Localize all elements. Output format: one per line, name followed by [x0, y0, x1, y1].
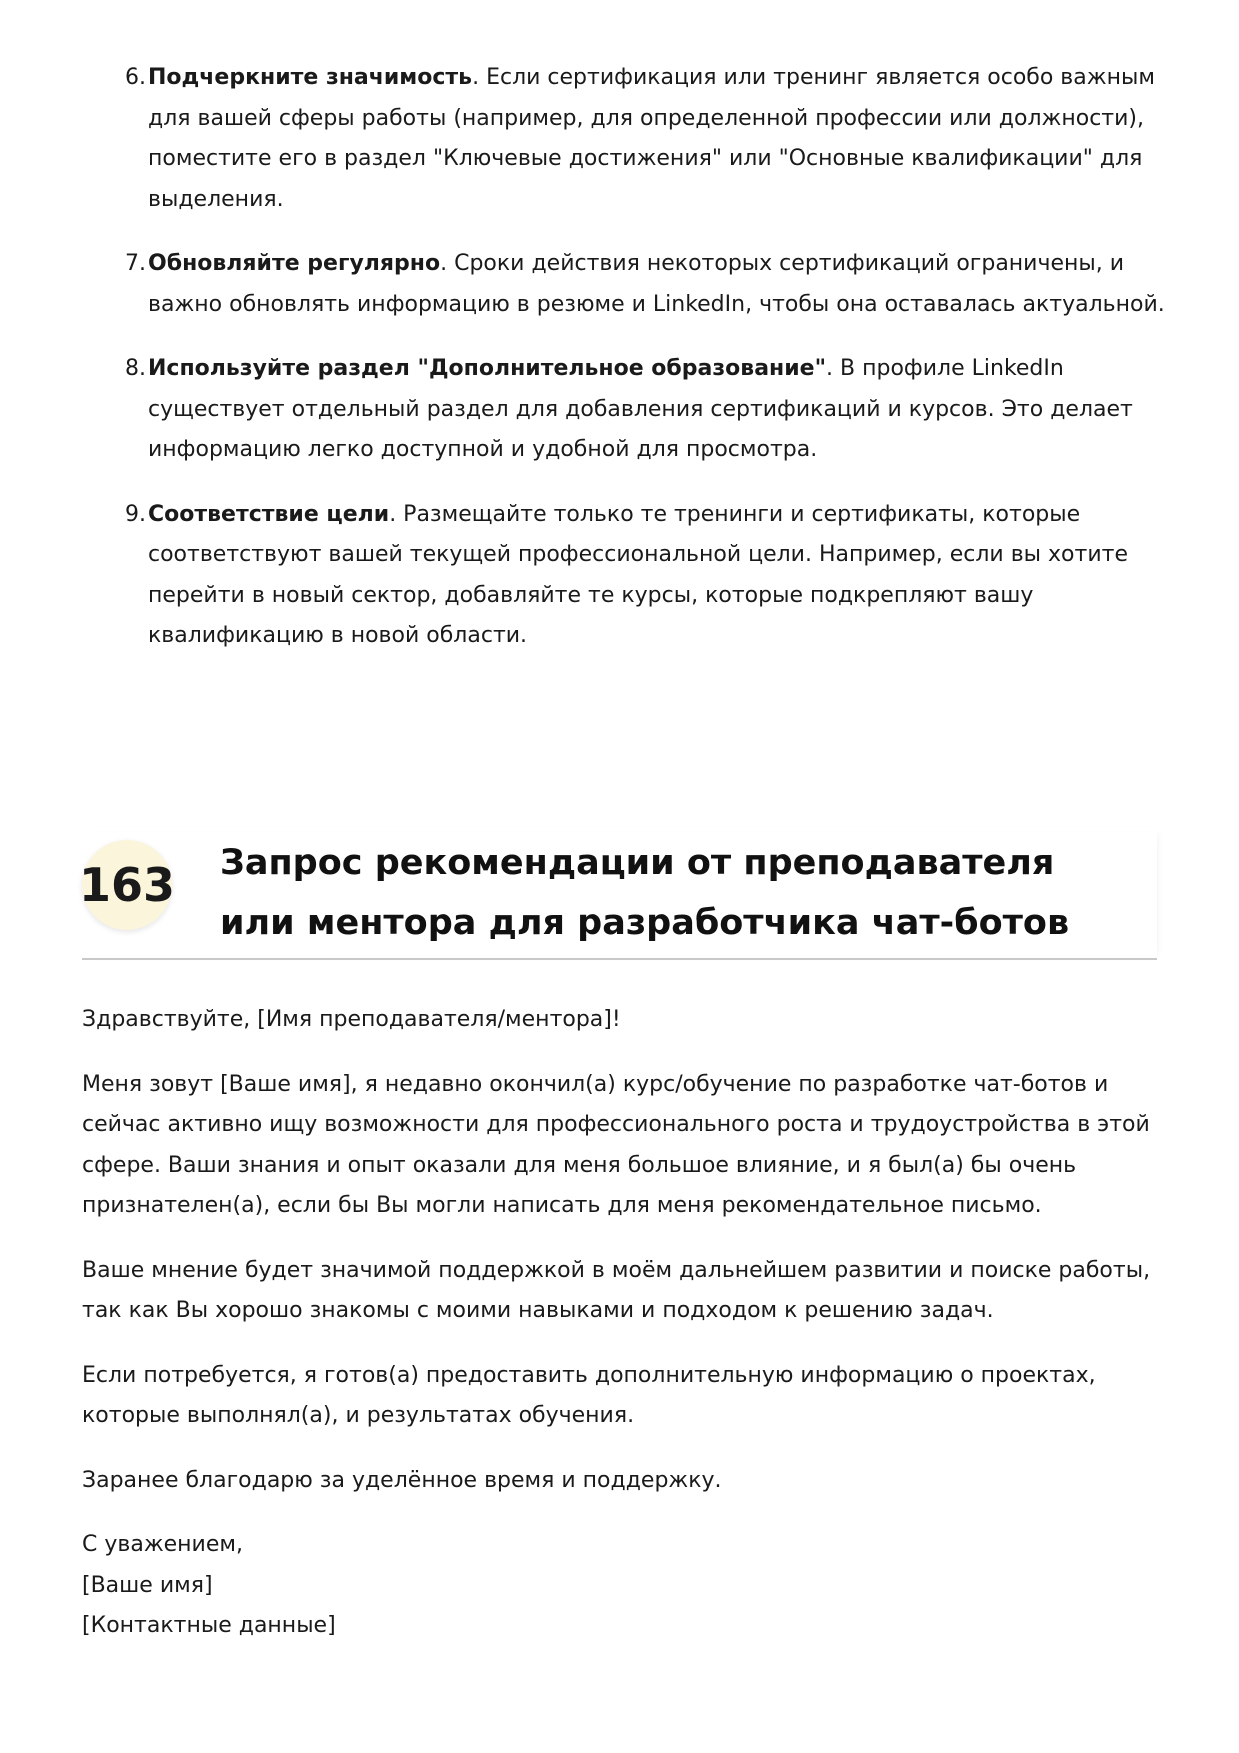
list-item-title: Подчеркните значимость: [148, 65, 473, 90]
letter-body: [82, 1000, 1157, 1647]
list-item-body: [148, 244, 1172, 325]
section-number-badge: 163: [82, 840, 172, 930]
list-item-title: Используйте раздел "Дополнительное образование": [148, 356, 827, 381]
letter-closing: С уважением,: [82, 1532, 243, 1557]
list-item-number: 7.: [125, 251, 146, 276]
list-item-number: 8.: [125, 356, 146, 381]
list-item-title: Обновляйте регулярно: [148, 251, 441, 276]
list-item-text: . Сроки действия некоторых сертификаций ограничены, и важно обновлять информацию в резюме и LinkedIn, чтобы она оставалась актуальной.: [148, 251, 1165, 317]
letter-greeting: Здравствуйте, [Имя преподавателя/ментора]!: [82, 1007, 621, 1032]
list-item-body: [148, 58, 1172, 220]
section-title: Запрос рекомендации от преподавателя или ментора для разработчика чат-ботов: [220, 843, 1070, 943]
list-item-title: Соответствие цели: [148, 501, 390, 527]
list-item: [112, 58, 1172, 220]
list-item-text: . Размещайте только те тренинги и сертификаты, которые соответствуют вашей текущей профессиональной цели. Например, если вы хотите перейти в новый сектор, добавляйте те курсы, которые подкрепляют вашу квалификацию в новой области.: [148, 501, 1128, 648]
letter-paragraph: Заранее благодарю за уделённое время и поддержку.: [82, 1467, 722, 1493]
list-item: [112, 349, 1172, 471]
letter-paragraph: Если потребуется, я готов(а) предоставить дополнительную информацию о проектах, которые выполнял(а), и результатах обучения.: [82, 1362, 1096, 1428]
letter-contact-placeholder: [Контактные данные]: [82, 1613, 336, 1638]
list-item-body: [148, 349, 1172, 471]
list-item: [112, 244, 1172, 325]
list-item-number: 6.: [125, 65, 146, 90]
list-item-body: [148, 495, 1172, 657]
tips-list: [112, 58, 1172, 681]
list-item-number: 9.: [125, 501, 146, 527]
list-item-text: . В профиле LinkedIn существует отдельный раздел для добавления сертификаций и курсов. Это делает информацию легко доступной и удобной для просмотра.: [148, 356, 1133, 462]
letter-name-placeholder: [Ваше имя]: [82, 1572, 213, 1598]
letter-paragraph: Ваше мнение будет значимой поддержкой в моём дальнейшем развитии и поиске работы, так как Вы хорошо знакомы с моими навыками и подходом к решению задач.: [82, 1257, 1151, 1323]
letter-signoff: [82, 1525, 1157, 1647]
section-header: [78, 828, 1157, 960]
list-item-text: . Если сертификация или тренинг является особо важным для вашей сферы работы (например, для определенной профессии или должности), поместите его в раздел "Ключевые достижения" или "Основные квалификации" для выделения.: [148, 65, 1155, 212]
letter-paragraph: Меня зовут [Ваше имя], я недавно окончил(а) курс/обучение по разработке чат-ботов и сейчас активно ищу возможности для профессионального роста и трудоустройства в этой сфере. Ваши знания и опыт оказали для меня большое влияние, и я был(а) бы очень признателен(а), если бы Вы могли написать для меня рекомендательное письмо.: [82, 1071, 1150, 1218]
list-item: [112, 495, 1172, 657]
